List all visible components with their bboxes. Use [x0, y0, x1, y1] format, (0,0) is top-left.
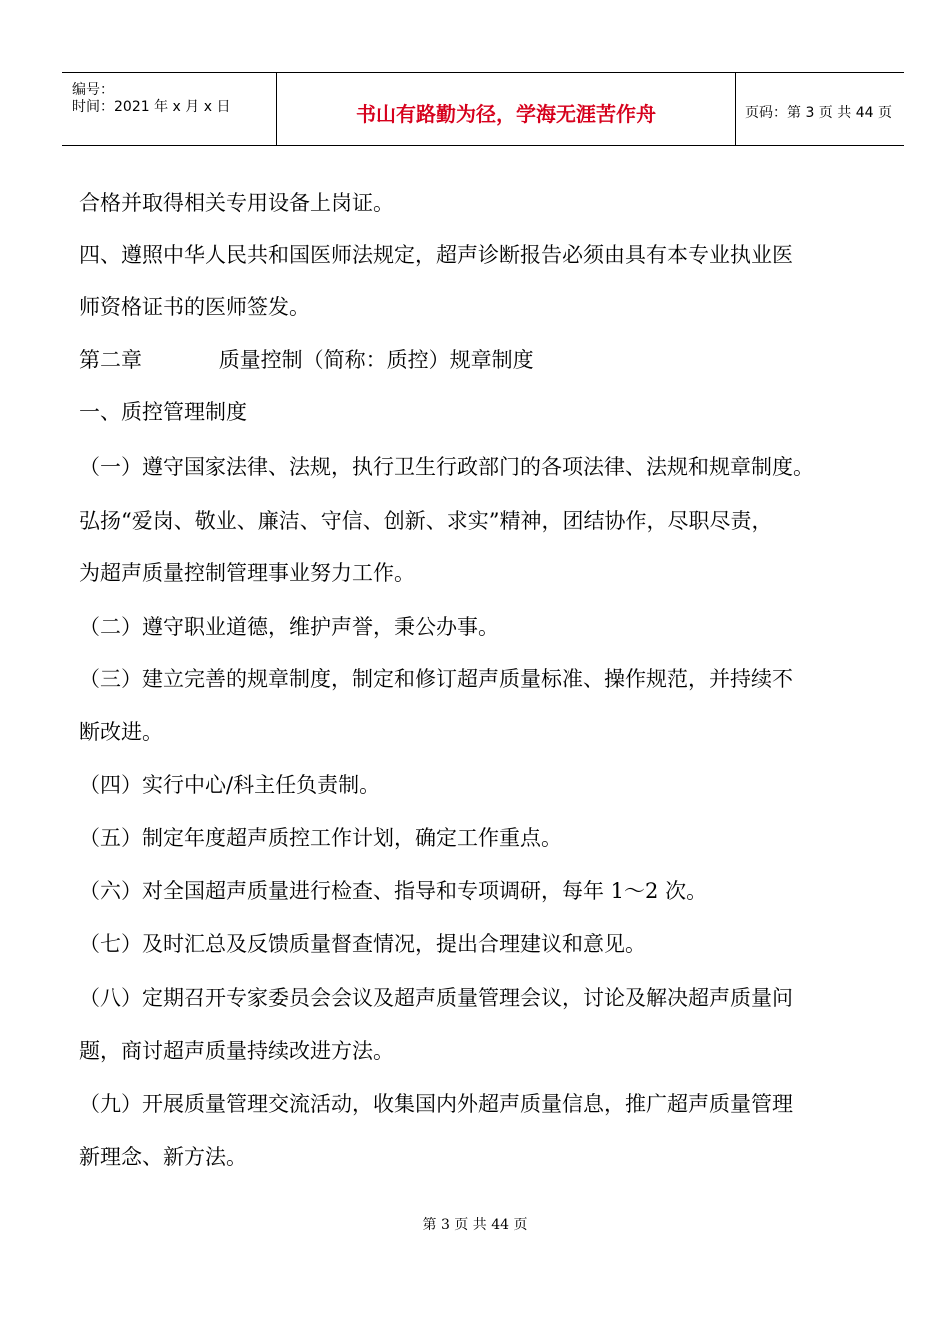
header-middle-cell [276, 73, 736, 145]
chapter-heading [79, 350, 534, 371]
body-line: 师资格证书的医师签发。 [79, 295, 310, 319]
body-line: （七）及时汇总及反馈质量督查情况，提出合理建议和意见。 [79, 932, 646, 956]
body-line: 四、遵照中华人民共和国医师法规定，超声诊断报告必须由具有本专业执业医 [79, 243, 793, 267]
body-line: （九）开展质量管理交流活动，收集国内外超声质量信息，推广超声质量管理 [79, 1092, 793, 1116]
body-line: （一）遵守国家法律、法规，执行卫生行政部门的各项法律、法规和规章制度。 [79, 455, 814, 479]
body-line: （八）定期召开专家委员会会议及超声质量管理会议，讨论及解决超声质量问 [79, 986, 793, 1010]
header-left-cell [62, 73, 276, 145]
body-line: （二）遵守职业道德，维护声誉，秉公办事。 [79, 615, 499, 639]
header-right-cell [735, 73, 904, 145]
header-motto: 书山有路勤为径，学海无涯苦作舟 [356, 102, 656, 126]
body-line: 为超声质量控制管理事业努力工作。 [79, 561, 415, 585]
body-line: 合格并取得相关专用设备上岗证。 [79, 191, 394, 215]
body-line: 弘扬“爱岗、敬业、廉洁、守信、创新、求实”精神，团结协作，尽职尽责， [79, 509, 773, 533]
body-line: 断改进。 [79, 720, 163, 744]
body-line: （三）建立完善的规章制度，制定和修订超声质量标准、操作规范，并持续不 [79, 667, 793, 691]
body-line: （五）制定年度超声质控工作计划，确定工作重点。 [79, 826, 562, 850]
header-page-code: 页码：第 3 页 共 44 页 [745, 105, 892, 121]
page-footer: 第 3 页 共 44 页 [422, 1217, 528, 1233]
chapter-title: 质量控制（简称：质控）规章制度 [218, 348, 534, 372]
body-line: 题，商讨超声质量持续改进方法。 [79, 1039, 394, 1063]
body-line: （四）实行中心/科主任负责制。 [79, 773, 381, 797]
page-header [62, 72, 904, 146]
document-number-label: 编号： [72, 82, 114, 98]
body-line: （六）对全国超声质量进行检查、指导和专项调研，每年 1～2 次。 [79, 879, 708, 903]
body-line: 新理念、新方法。 [79, 1145, 247, 1169]
section-heading: 一、质控管理制度 [79, 400, 247, 424]
chapter-number: 第二章 [79, 348, 142, 372]
document-time-label: 时间：2021 年 x 月 x 日 [72, 99, 231, 115]
